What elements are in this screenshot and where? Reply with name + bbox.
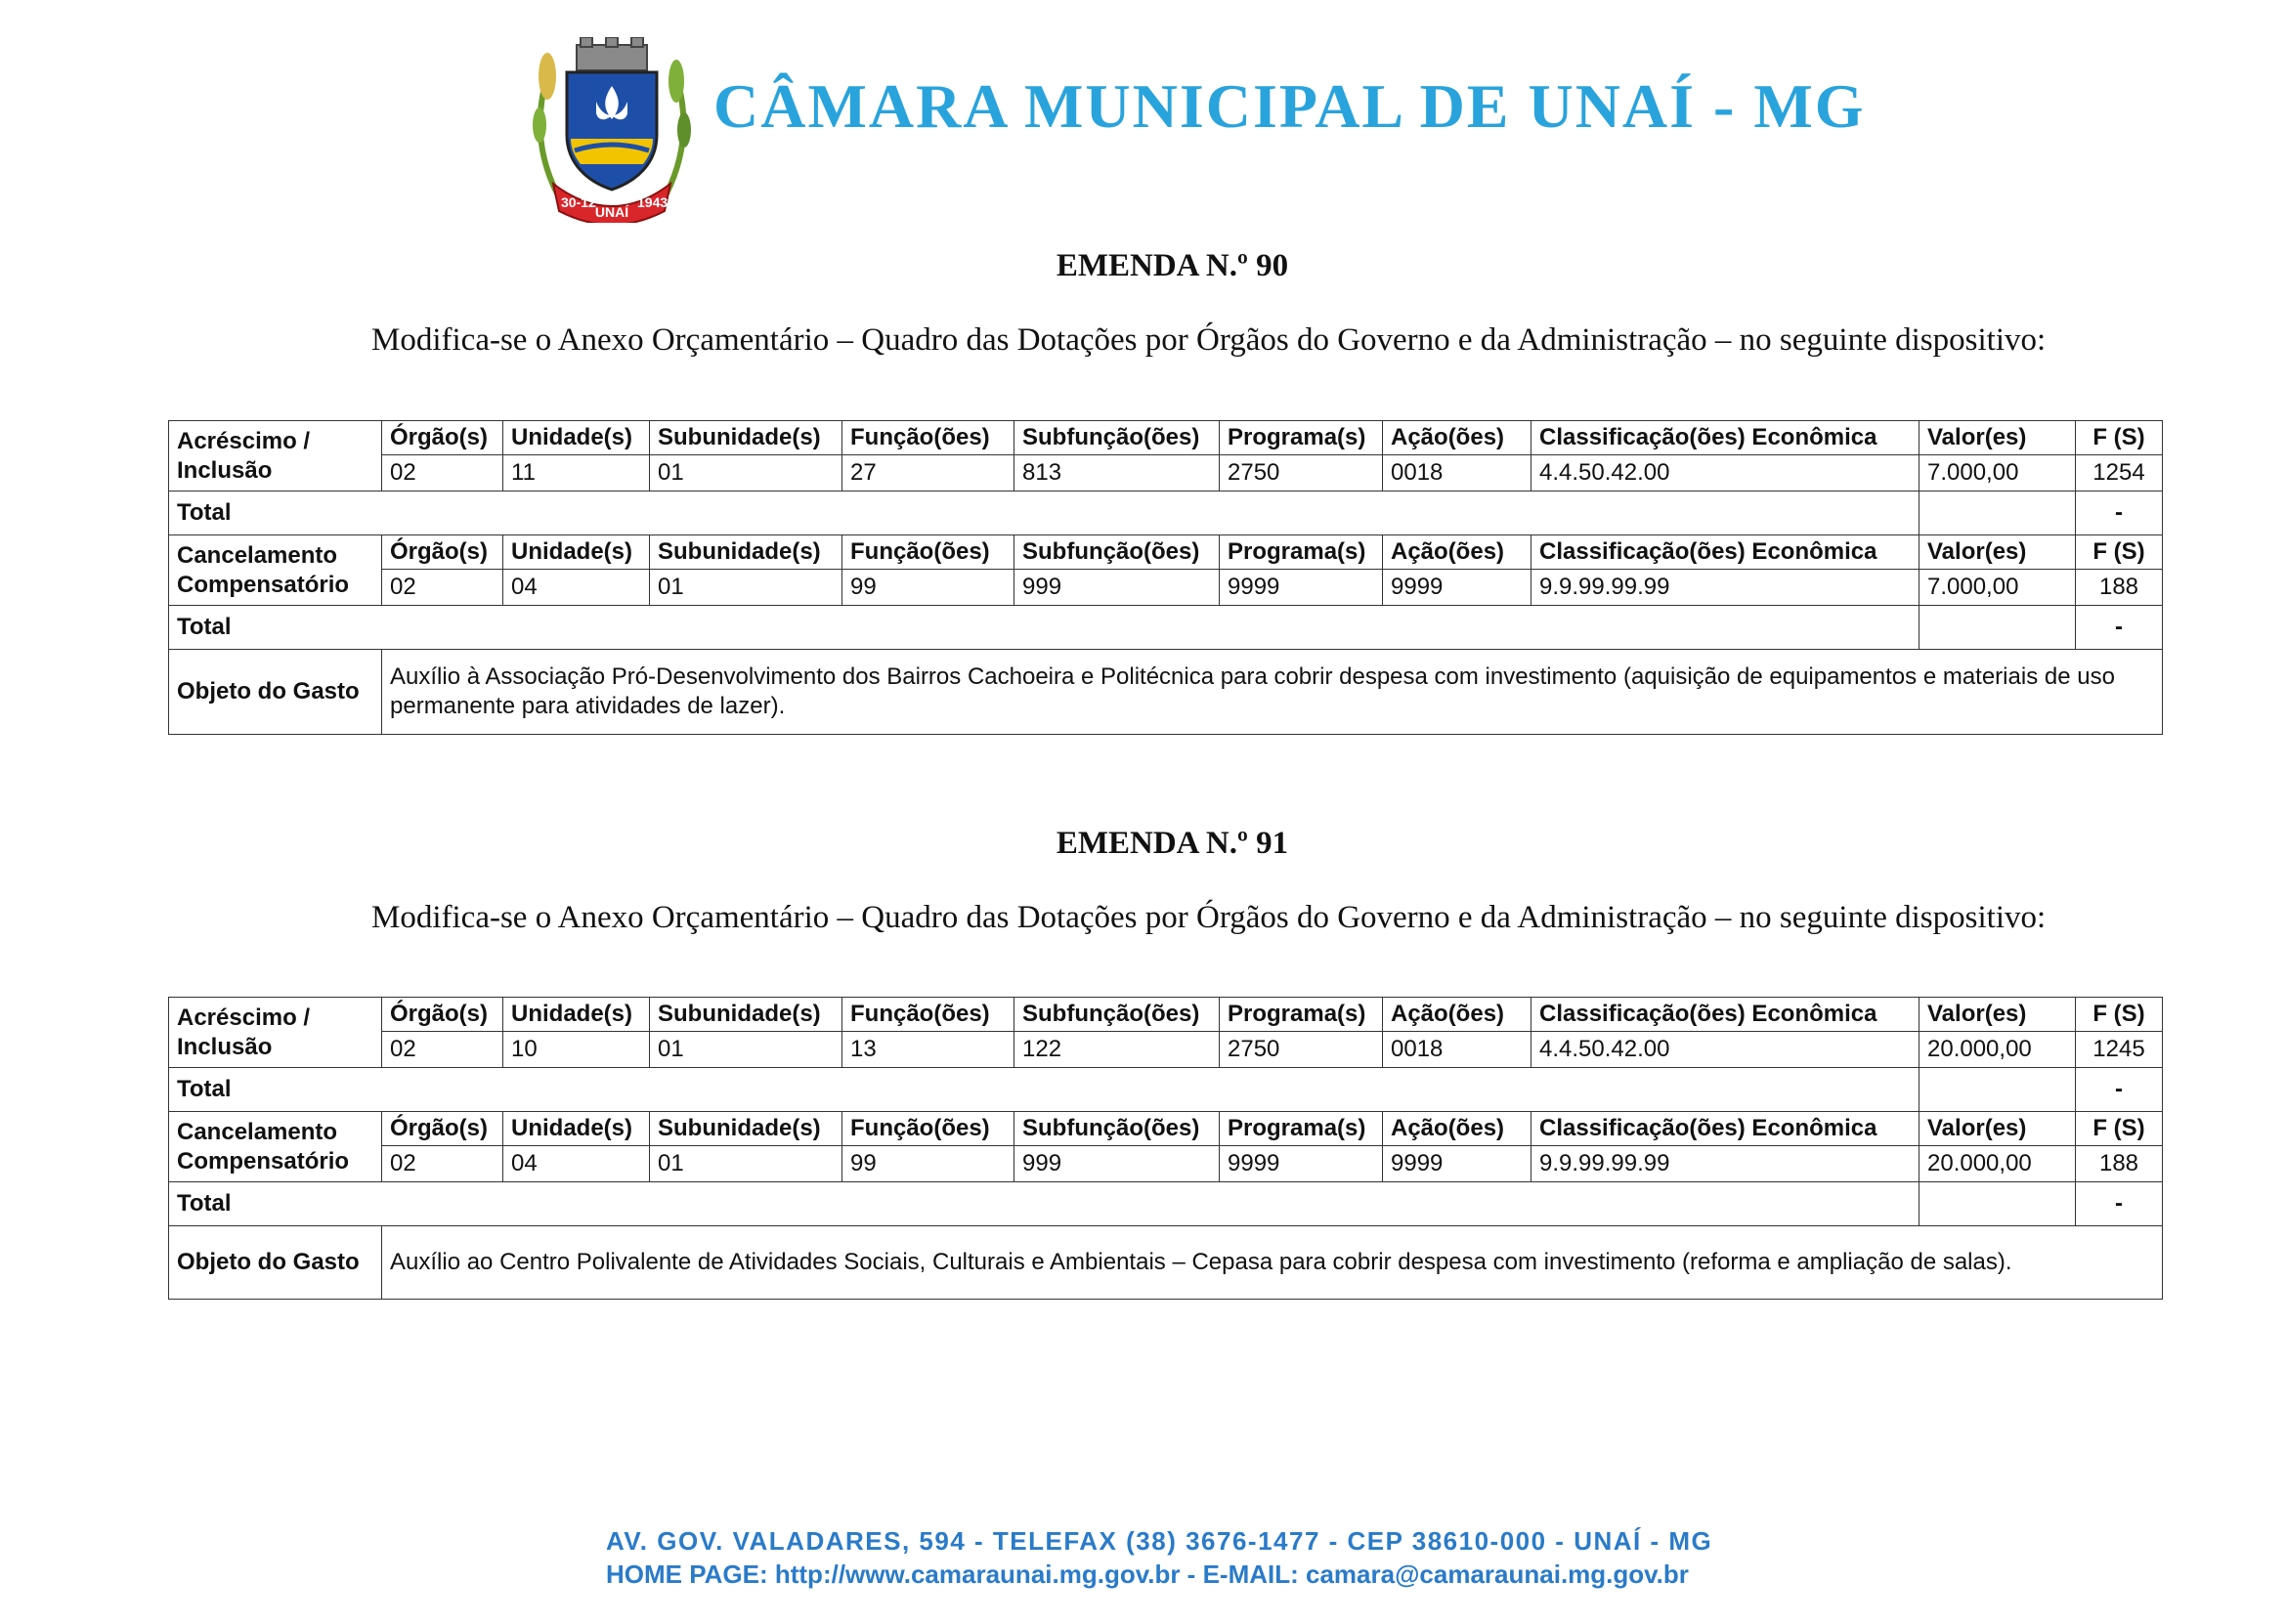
cell-acao: 9999 (1383, 1146, 1531, 1182)
cell-fonte: 1245 (2076, 1032, 2163, 1068)
total-valor (1919, 1182, 2076, 1226)
cell-orgao: 02 (382, 570, 503, 606)
acrescimo-value-row (169, 455, 2163, 491)
cell-subfuncao: 999 (1014, 570, 1220, 606)
header-valor: Valor(es) (1919, 1112, 2076, 1146)
header-classificacao: Classificação(ões) Econômica (1531, 998, 1919, 1032)
total-fonte: - (2076, 491, 2163, 535)
header-subunidade: Subunidade(s) (650, 998, 842, 1032)
cell-unidade: 10 (503, 1032, 650, 1068)
header-acao: Ação(ões) (1383, 1112, 1531, 1146)
header-orgao: Órgão(s) (382, 998, 503, 1032)
cell-fonte: 188 (2076, 570, 2163, 606)
total-valor (1919, 491, 2076, 535)
header-programa: Programa(s) (1220, 998, 1383, 1032)
header-classificacao: Classificação(ões) Econômica (1531, 1112, 1919, 1146)
crest-right-date: 1943 (637, 194, 669, 210)
header-programa: Programa(s) (1220, 535, 1383, 570)
cell-acao: 0018 (1383, 455, 1531, 491)
cell-funcao: 99 (842, 570, 1014, 606)
cancelamento-value-row (169, 1146, 2163, 1182)
cell-fonte: 1254 (2076, 455, 2163, 491)
header-programa: Programa(s) (1220, 421, 1383, 455)
total-valor (1919, 1068, 2076, 1112)
cell-subunidade: 01 (650, 1146, 842, 1182)
cell-unidade: 04 (503, 570, 650, 606)
cell-valor: 20.000,00 (1919, 1146, 2076, 1182)
cell-fonte: 188 (2076, 1146, 2163, 1182)
cell-programa: 9999 (1220, 570, 1383, 606)
total-label: Total (169, 1182, 1919, 1226)
header-orgao: Órgão(s) (382, 1112, 503, 1146)
acrescimo-header-row (169, 421, 2163, 455)
cell-subfuncao: 999 (1014, 1146, 1220, 1182)
header-classificacao: Classificação(ões) Econômica (1531, 535, 1919, 570)
crest-banner: UNAÍ (594, 204, 629, 220)
header-fonte: F (S) (2076, 998, 2163, 1032)
cell-orgao: 02 (382, 455, 503, 491)
footer (606, 1524, 1713, 1591)
header-subunidade: Subunidade(s) (650, 1112, 842, 1146)
cell-subunidade: 01 (650, 1032, 842, 1068)
objeto-text: Auxílio à Associação Pró-Desenvolvimento dos Bairros Cachoeira e Politécnica para cobrir despesa com investimento (aquisição de equipamentos e materiais de uso permanente para atividades de lazer). (382, 650, 2163, 735)
acrescimo-header-row (169, 998, 2163, 1032)
header-valor: Valor(es) (1919, 421, 2076, 455)
letterhead (528, 27, 1866, 223)
amendment-table (168, 420, 2163, 735)
cell-orgao: 02 (382, 1032, 503, 1068)
header-funcao: Função(ões) (842, 421, 1014, 455)
cell-funcao: 27 (842, 455, 1014, 491)
cell-programa: 2750 (1220, 1032, 1383, 1068)
cancelamento-value-row (169, 570, 2163, 606)
acrescimo-label: Acréscimo / Inclusão (169, 998, 382, 1068)
cell-valor: 20.000,00 (1919, 1032, 2076, 1068)
header-subunidade: Subunidade(s) (650, 421, 842, 455)
objeto-row (169, 650, 2163, 735)
coat-of-arms-icon (528, 37, 696, 223)
header-programa: Programa(s) (1220, 1112, 1383, 1146)
crest-left-date: 30-12 (561, 194, 596, 210)
cell-acao: 0018 (1383, 1032, 1531, 1068)
total-label: Total (169, 1068, 1919, 1112)
amendment-intro: Modifica-se o Anexo Orçamentário – Quadro das Dotações por Órgãos do Governo e da Administração – no seguinte dispositivo: (371, 322, 2047, 358)
cell-acao: 9999 (1383, 570, 1531, 606)
cell-subunidade: 01 (650, 570, 842, 606)
chamber-title: CÂMARA MUNICIPAL DE UNAÍ - MG (713, 71, 1866, 141)
objeto-label: Objeto do Gasto (169, 650, 382, 735)
cell-classificacao: 4.4.50.42.00 (1531, 455, 1919, 491)
cell-classificacao: 9.9.99.99.99 (1531, 1146, 1919, 1182)
header-funcao: Função(ões) (842, 535, 1014, 570)
cell-programa: 2750 (1220, 455, 1383, 491)
amendment-table (168, 997, 2163, 1300)
objeto-text: Auxílio ao Centro Polivalente de Atividades Sociais, Culturais e Ambientais – Cepasa para cobrir despesa com investimento (reforma e ampliação de salas). (382, 1226, 2163, 1300)
header-unidade: Unidade(s) (503, 998, 650, 1032)
header-subfuncao: Subfunção(ões) (1014, 1112, 1220, 1146)
acrescimo-total-row (169, 491, 2163, 535)
cell-funcao: 99 (842, 1146, 1014, 1182)
header-orgao: Órgão(s) (382, 421, 503, 455)
header-acao: Ação(ões) (1383, 535, 1531, 570)
cell-unidade: 04 (503, 1146, 650, 1182)
header-unidade: Unidade(s) (503, 535, 650, 570)
footer-contact: HOME PAGE: http://www.camaraunai.mg.gov.br - E-MAIL: camara@camaraunai.mg.gov.br (606, 1560, 1689, 1589)
header-unidade: Unidade(s) (503, 421, 650, 455)
header-unidade: Unidade(s) (503, 1112, 650, 1146)
amendment-title: EMENDA N.º 90 (1056, 248, 1289, 283)
footer-address: AV. GOV. VALADARES, 594 - TELEFAX (38) 3676-1477 - CEP 38610-000 - UNAÍ - MG (606, 1526, 1713, 1556)
total-label: Total (169, 606, 1919, 650)
header-fonte: F (S) (2076, 1112, 2163, 1146)
cell-valor: 7.000,00 (1919, 570, 2076, 606)
header-valor: Valor(es) (1919, 998, 2076, 1032)
acrescimo-value-row (169, 1032, 2163, 1068)
amendment-title: EMENDA N.º 91 (1056, 826, 1289, 861)
amendment-intro: Modifica-se o Anexo Orçamentário – Quadro das Dotações por Órgãos do Governo e da Administração – no seguinte dispositivo: (371, 900, 2047, 935)
header-acao: Ação(ões) (1383, 998, 1531, 1032)
cell-orgao: 02 (382, 1146, 503, 1182)
header-subunidade: Subunidade(s) (650, 535, 842, 570)
header-funcao: Função(ões) (842, 1112, 1014, 1146)
header-classificacao: Classificação(ões) Econômica (1531, 421, 1919, 455)
cell-valor: 7.000,00 (1919, 455, 2076, 491)
header-subfuncao: Subfunção(ões) (1014, 421, 1220, 455)
total-fonte: - (2076, 1182, 2163, 1226)
total-valor (1919, 606, 2076, 650)
total-fonte: - (2076, 1068, 2163, 1112)
acrescimo-label: Acréscimo / Inclusão (169, 421, 382, 491)
acrescimo-total-row (169, 1068, 2163, 1112)
header-valor: Valor(es) (1919, 535, 2076, 570)
header-fonte: F (S) (2076, 535, 2163, 570)
cancelamento-total-row (169, 606, 2163, 650)
header-subfuncao: Subfunção(ões) (1014, 535, 1220, 570)
cell-programa: 9999 (1220, 1146, 1383, 1182)
cell-classificacao: 4.4.50.42.00 (1531, 1032, 1919, 1068)
objeto-row (169, 1226, 2163, 1300)
total-fonte: - (2076, 606, 2163, 650)
cancelamento-header-row (169, 535, 2163, 570)
cell-subfuncao: 813 (1014, 455, 1220, 491)
cancelamento-label: Cancelamento Compensatório (169, 1112, 382, 1182)
header-fonte: F (S) (2076, 421, 2163, 455)
cancelamento-total-row (169, 1182, 2163, 1226)
cell-subfuncao: 122 (1014, 1032, 1220, 1068)
cell-subunidade: 01 (650, 455, 842, 491)
header-orgao: Órgão(s) (382, 535, 503, 570)
objeto-label: Objeto do Gasto (169, 1226, 382, 1300)
cell-unidade: 11 (503, 455, 650, 491)
header-acao: Ação(ões) (1383, 421, 1531, 455)
total-label: Total (169, 491, 1919, 535)
cell-classificacao: 9.9.99.99.99 (1531, 570, 1919, 606)
header-funcao: Função(ões) (842, 998, 1014, 1032)
header-subfuncao: Subfunção(ões) (1014, 998, 1220, 1032)
cancelamento-header-row (169, 1112, 2163, 1146)
cell-funcao: 13 (842, 1032, 1014, 1068)
cancelamento-label: Cancelamento Compensatório (169, 535, 382, 606)
